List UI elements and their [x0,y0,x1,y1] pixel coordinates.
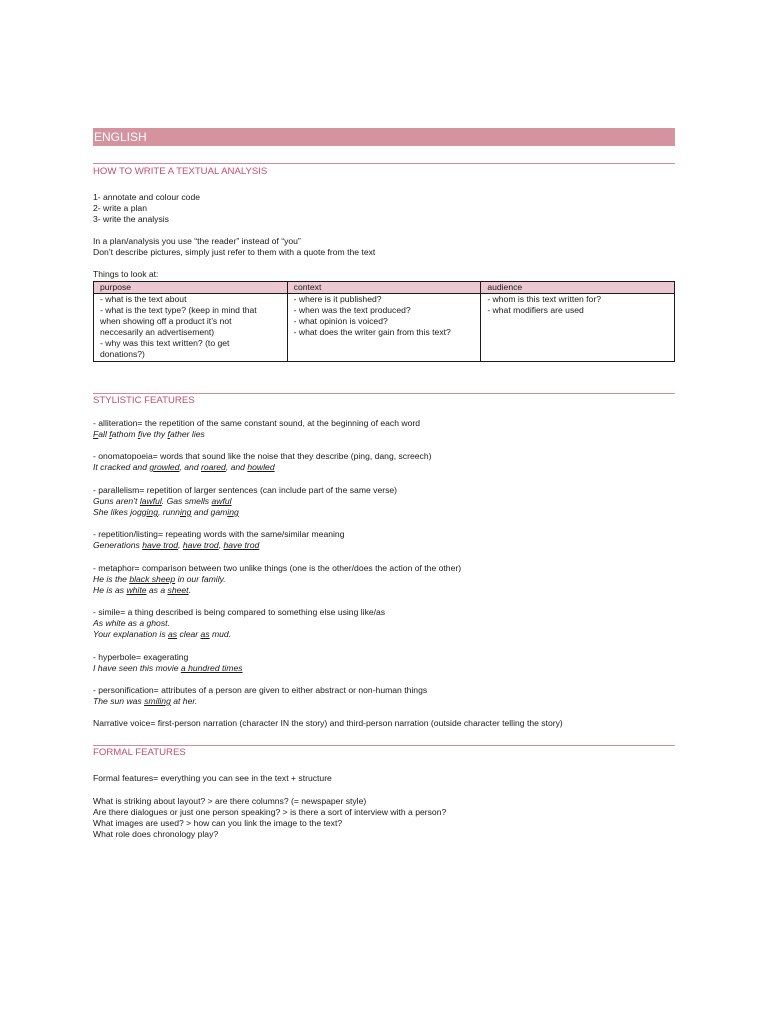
table-header-purpose: purpose [94,282,288,294]
section-rule [93,745,675,746]
things-label: Things to look at: [93,269,159,279]
example-text: , [178,540,183,550]
section-rule [93,163,675,164]
feature-hyperbole: - hyperbole= exagerating I have seen this movie a hundred times [93,652,675,674]
underlined-term: as [200,629,210,639]
example-alliteration [93,429,675,440]
underlined-term: growled [149,462,180,472]
table-cell-purpose: - what is the text about - what is the text type? (keep in mind that when showing off a product it’s not neccesarily an advertisement) - why was this text written? (to get donations?) [94,294,288,362]
underlined-term: roared [201,462,226,472]
note-line: Don’t describe pictures, simply just refer to them with a quote from the text [93,247,376,257]
question-line: What images are used? > how can you link the image to the text? [93,818,343,828]
formal-definition: Formal features= everything you can see in the text + structure [93,773,332,783]
feature-alliteration: - alliteration= the repetition of the same constant sound, at the beginning of each word Fall fathom five thy father lies [93,418,675,440]
example-parallelism [93,496,675,507]
example-text: at her. [170,696,198,706]
example-text: I have seen this movie [93,663,181,673]
feature-simile: - simile= a thing described is being compared to something else using like/as As white as a ghost. Your explanation is as clear as mud. [93,607,675,640]
example-text: as a [146,585,168,595]
example-text: She likes jogg [93,507,147,517]
note-line: In a plan/analysis you use “the reader” instead of “you” [93,236,301,246]
underlined-term: f [137,429,141,439]
example-onomatopoeia [93,462,675,473]
example-text: and gam [191,507,228,517]
underlined-term: white [126,585,147,595]
table-header-context: context [287,282,481,294]
feature-parallelism: - parallelism= repetition of larger sentences (can include part of the same verse) Guns aren’t lawful. Gas smells awful She likes jogging, running and gaming [93,485,675,518]
example-text: mud. [209,629,232,639]
example-simile [93,618,675,629]
example-text: , and [179,462,201,472]
underlined-term: awful [211,496,232,506]
example-metaphor [93,585,675,596]
example-text: all [98,429,110,439]
underlined-term: f [167,429,170,439]
example-text: , runn [157,507,180,517]
table-header-audience: audience [481,282,675,294]
example-hyperbole [93,663,675,674]
steps-list [93,192,675,225]
example-text: , and [225,462,248,472]
underlined-term: have trod [182,540,219,550]
section-heading-formal: FORMAL FEATURES [93,747,186,758]
example-text: He is as [93,585,127,595]
underlined-term: ing [146,507,158,517]
question-line: What is striking about layout? > are there columns? (= newspaper style) [93,796,367,806]
example-text: Generations [93,540,143,550]
example-text: ather lies [169,429,205,439]
example-text: It cracked and [93,462,150,472]
feature-metaphor: - metaphor= comparison between two unlike things (one is the other/does the action of the other) He is the black sheep in our family. He is as white as a sheet. [93,563,675,596]
question-line: Are there dialogues or just one person speaking? > is there a sort of interview with a person? [93,807,447,817]
underlined-term: black sheep [129,574,176,584]
example-text: Guns aren’t [93,496,140,506]
step-item: 3- write the analysis [93,214,169,224]
example-text: The sun was [93,696,145,706]
step-item: 2- write a plan [93,203,147,213]
underlined-term: have trod [142,540,179,550]
table-cell-audience: - whom is this text written for? - what modifiers are used [481,294,675,362]
example-metaphor [93,574,675,585]
things-table [93,281,675,362]
section-heading-analysis: HOW TO WRITE A TEXTUAL ANALYSIS [93,166,268,177]
question-line: What role does chronology play? [93,829,219,839]
underlined-term: as [168,629,178,639]
formal-questions [93,796,675,840]
example-text: He is the [93,574,130,584]
example-repetition [93,540,675,551]
example-personification [93,696,675,707]
underlined-term: f [109,429,112,439]
feature-personification: - personification= attributes of a person are given to either abstract or non-human things The sun was smiling at her. [93,685,675,707]
underlined-term: F [93,429,99,439]
analysis-notes [93,236,675,258]
step-item: 1- annotate and colour code [93,192,201,202]
table-cell-context: - where is it published? - when was the text produced? - what opinion is voiced? - what does the writer gain from this text? [287,294,481,362]
example-parallelism [93,507,675,518]
underlined-term: a hundred times [180,663,243,673]
example-text: . Gas smells [161,496,212,506]
example-text: athom [111,429,138,439]
example-text: . [188,585,191,595]
example-text: ive thy [140,429,168,439]
section-heading-stylistic: STYLISTIC FEATURES [93,395,195,406]
feature-repetition: - repetition/listing= repeating words with the same/similar meaning Generations have trod, have trod, have trod [93,529,675,551]
section-rule [93,393,675,394]
underlined-term: lawful [139,496,162,506]
example-text: , [218,540,224,550]
example-text: As white as a ghost. [93,618,170,628]
underlined-term: sheet [167,585,189,595]
feature-onomatopoeia: - onomatopoeia= words that sound like the noise that they describe (ping, dang, screech) It cracked and growled, and roared, and howled [93,451,675,473]
page-title: ENGLISH [93,128,675,146]
example-simile [93,629,675,640]
example-text: clear [177,629,201,639]
underlined-term: ing [227,507,239,517]
underlined-term: have trod [223,540,260,550]
narrative-voice: Narrative voice= first-person narration (character IN the story) and third-person narration (outside character telling the story) [93,718,563,728]
underlined-term: howled [247,462,275,472]
example-text: in our family. [175,574,226,584]
underlined-term: ing [179,507,192,517]
underlined-term: smiling [144,696,171,706]
example-text: Your explanation is [93,629,169,639]
